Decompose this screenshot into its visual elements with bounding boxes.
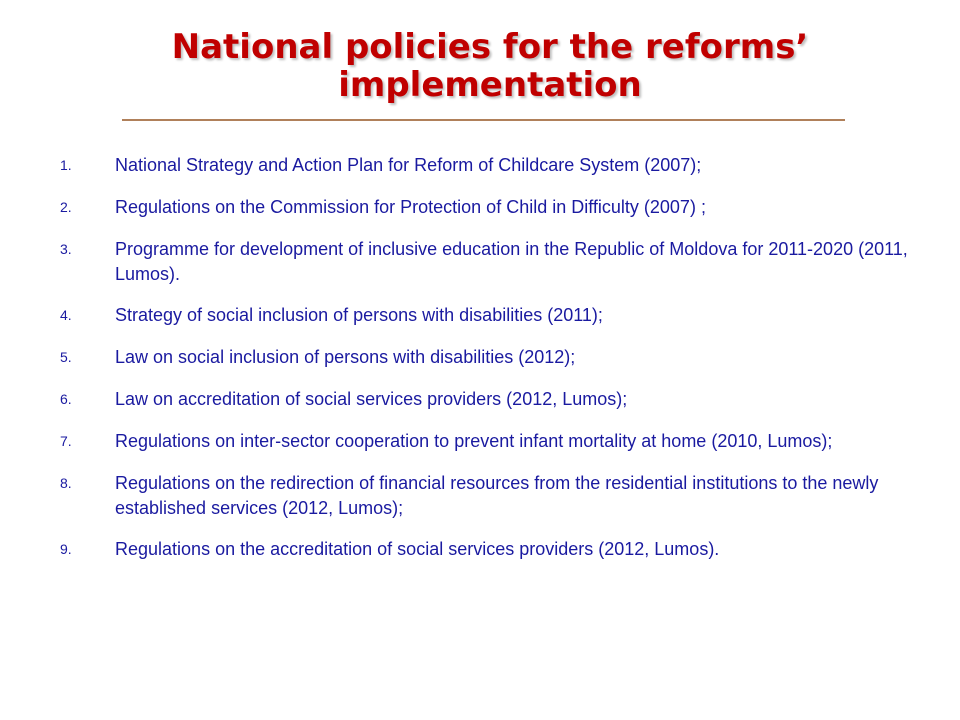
item-text: Law on accreditation of social services providers (2012, Lumos); [115,389,628,409]
item-number: 6. [60,391,72,407]
list-item [60,301,920,329]
item-text: Strategy of social inclusion of persons with disabilities (2011); [115,305,603,325]
list-item [60,427,920,455]
policy-list [60,151,920,577]
list-item [60,385,920,413]
item-text: Regulations on the Commission for Protection of Child in Difficulty (2007) ; [115,197,706,217]
item-number: 9. [60,541,72,557]
item-number: 5. [60,349,72,365]
item-number: 8. [60,475,72,491]
list-item [60,535,920,563]
item-text: National Strategy and Action Plan for Reform of Childcare System (2007); [115,155,702,175]
list-item [60,343,920,371]
item-text: Regulations on inter-sector cooperation to prevent infant mortality at home (2010, Lumos); [115,431,833,451]
list-item [60,469,920,521]
list-item [60,193,920,221]
item-number: 2. [60,199,72,215]
item-number: 1. [60,157,72,173]
item-text: Regulations on the accreditation of social services providers (2012, Lumos). [115,539,720,559]
item-number: 7. [60,433,72,449]
item-text: Law on social inclusion of persons with disabilities (2012); [115,347,576,367]
list-item [60,151,920,179]
item-text: Programme for development of inclusive education in the Republic of Moldova for 2011-2020 (2011, Lumos). [115,239,908,284]
item-number: 4. [60,307,72,323]
title-divider [122,119,845,121]
item-text: Regulations on the redirection of financial resources from the residential institutions to the newly established services (2012, Lumos); [115,473,879,518]
list-item [60,235,920,287]
slide-title: National policies for the reforms’ implementation [171,27,809,105]
item-number: 3. [60,241,72,257]
